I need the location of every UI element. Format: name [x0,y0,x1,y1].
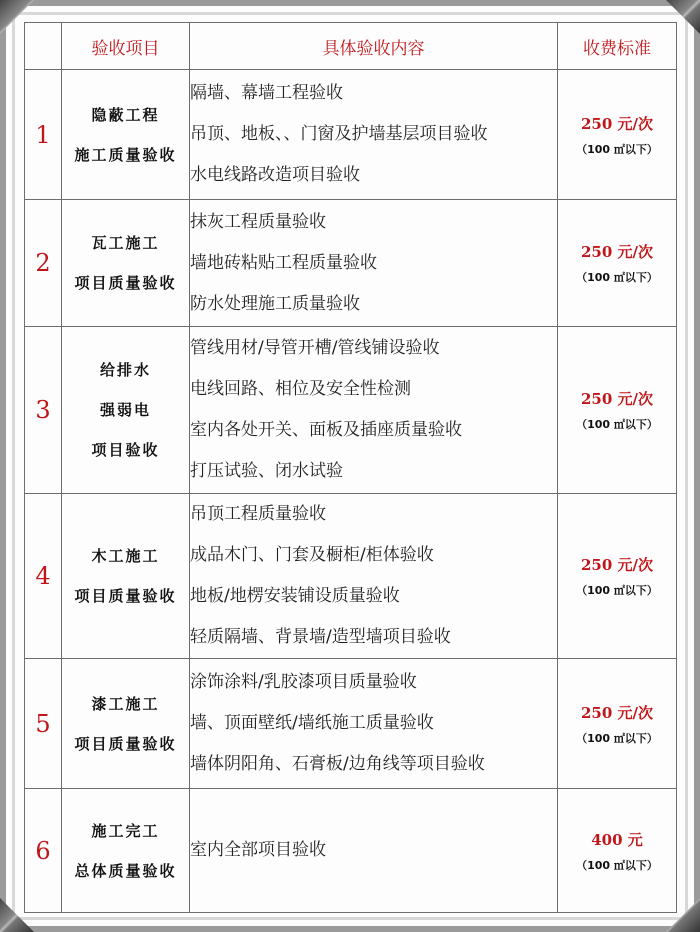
inspection-item [62,659,190,789]
item-line: 瓦工施工 [91,234,160,252]
content-line: 室内各处开关、面板及插座质量验收 [190,420,462,440]
fee-cell [558,327,677,494]
inspection-content [190,200,558,327]
fee-price: 400 元 [591,830,643,849]
item-line: 漆工施工 [91,694,160,713]
item-line: 项目质量验收 [74,587,177,605]
content-line: 电线回路、相位及安全性检测 [190,379,411,399]
content-line: 墙地砖粘贴工程质量验收 [190,252,377,273]
fee-note: （100 ㎡以下） [576,584,658,597]
inspection-item [62,200,190,327]
item-line: 施工完工 [91,821,160,840]
header-fee: 收费标准 [558,23,677,70]
fee-note: （100 ㎡以下） [576,731,658,745]
content-line: 隔墙、幕墙工程验收 [190,83,343,103]
item-line: 强弱电 [99,401,151,419]
fee-cell [558,200,677,327]
fee-price: 250 元/次 [580,703,653,722]
content-line: 地板/地楞安装铺设质量验收 [190,586,400,606]
content-line: 墙体阴阳角、石膏板/边角线等项目验收 [190,754,485,774]
item-line: 项目质量验收 [74,734,177,753]
fee-price: 250 元/次 [580,243,653,261]
table-row [25,789,677,913]
table-row [25,327,677,494]
content-line: 管线用材/导管开槽/管线铺设验收 [190,338,440,358]
item-line: 隐蔽工程 [91,105,160,124]
item-line: 总体质量验收 [74,861,177,880]
header-item: 验收项目 [62,23,190,70]
content-line: 轻质隔墙、背景墙/造型墙项目验收 [190,627,451,647]
item-line: 木工施工 [91,547,160,565]
content-line: 成品木门、门套及橱柜/柜体验收 [190,545,434,565]
row-number: 3 [25,327,62,494]
row-number: 2 [25,200,62,327]
inspection-content [190,494,558,659]
fee-cell [558,789,677,913]
fee-note: （100 ㎡以下） [576,858,658,872]
item-line: 给排水 [99,361,151,379]
row-number: 6 [25,789,62,913]
header-num [25,23,62,70]
row-number: 4 [25,494,62,659]
content-line: 吊顶、地板、、门窗及护墙基层项目验收 [190,124,488,144]
content-line: 室内全部项目验收 [190,840,326,860]
header-row [25,23,677,70]
header-content: 具体验收内容 [190,23,558,70]
fee-price: 250 元/次 [580,114,653,133]
inspection-content [190,789,558,913]
content-line: 防水处理施工质量验收 [190,293,360,314]
inspection-item [62,327,190,494]
table-row [25,494,677,659]
row-number: 1 [25,70,62,200]
content-line: 打压试验、闭水试验 [190,461,343,481]
table-row [25,659,677,789]
fee-note: （100 ㎡以下） [576,142,658,156]
item-line: 项目质量验收 [74,274,177,292]
inspection-item [62,789,190,913]
content-line: 水电线路改造项目验收 [190,165,360,185]
content-line: 涂饰涂料/乳胶漆项目质量验收 [190,672,417,692]
content-line: 吊顶工程质量验收 [190,504,326,524]
content-line: 墙、顶面壁纸/墙纸施工质量验收 [190,713,434,733]
fee-cell [558,494,677,659]
item-line: 施工质量验收 [74,145,177,164]
fee-note: （100 ㎡以下） [576,418,658,431]
inspection-content [190,327,558,494]
fee-cell [558,70,677,200]
fee-price: 250 元/次 [580,556,653,574]
fee-cell [558,659,677,789]
inspection-item [62,70,190,200]
inspection-content [190,659,558,789]
fee-price: 250 元/次 [580,390,653,408]
table-row [25,200,677,327]
inspection-content [190,70,558,200]
inspection-item [62,494,190,659]
row-number: 5 [25,659,62,789]
content-line: 抹灰工程质量验收 [190,211,326,232]
item-line: 项目验收 [91,441,160,459]
table-row [25,70,677,200]
fee-note: （100 ㎡以下） [576,271,658,284]
inspection-fee-table [24,22,677,913]
